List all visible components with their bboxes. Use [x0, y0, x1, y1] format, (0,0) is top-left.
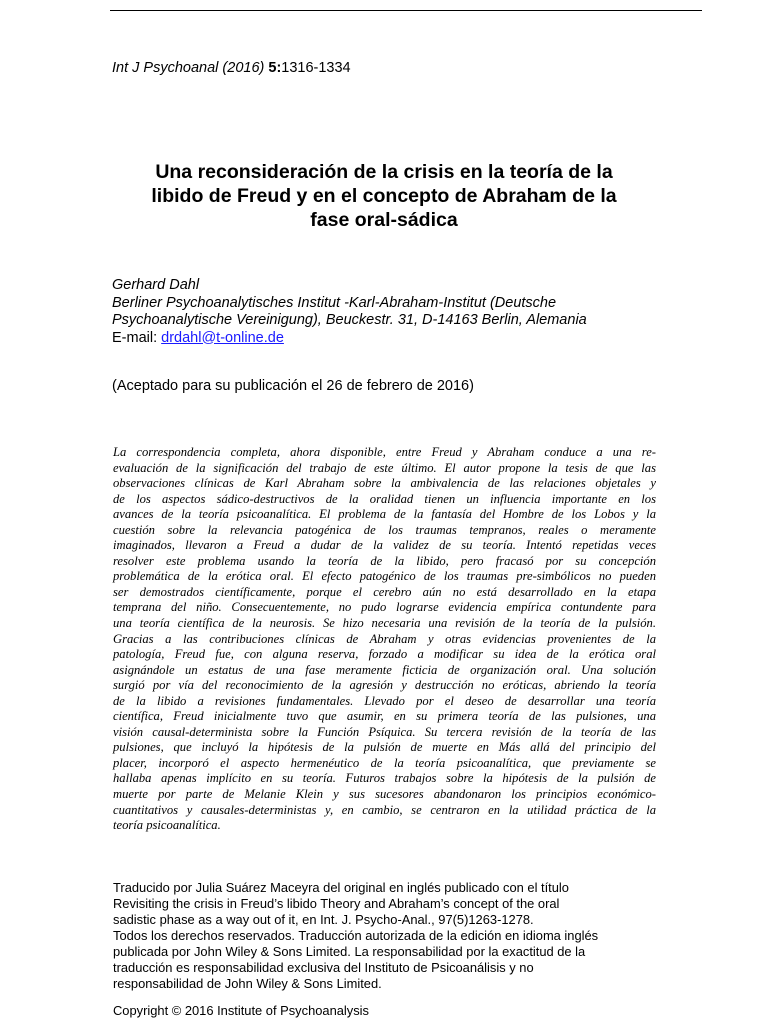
abstract-line: imaginados, llevaron a Freud a dudar de la validez de su teoría. Intentó repetidas veces — [113, 538, 656, 553]
abstract-line: hallaba apenas implícito en su teoría. Futuros trabajos sobre la hipótesis de la pulsión de — [113, 771, 656, 786]
translation-line: Todos los derechos reservados. Traducción autorizada de la edición en idioma inglés — [113, 928, 599, 943]
abstract-line: observaciones clínicas de Karl Abraham sobre la ambivalencia de las relaciones objetales y — [113, 476, 656, 491]
abstract-line: Gracias a las contribuciones clínicas de Abraham y otras evidencias provenientes de la — [113, 631, 656, 646]
translation-line: responsabilidad de John Wiley & Sons Limited. — [113, 976, 382, 991]
abstract-line: ser demostrados científicamente, porque el cerebro aún no está desarrollado en la etapa — [113, 584, 656, 599]
abstract-line: científica, Freud inicialmente tuvo que asumir, en su primera teoría de las pulsiones, una — [113, 709, 656, 724]
abstract-line: muerte por parte de Melanie Klein y sus sucesores abandonaron los principios económico- — [113, 787, 656, 802]
author-affiliation-line: Berliner Psychoanalytisches Institut -Karl-Abraham-Institut (Deutsche — [112, 294, 557, 311]
journal-name-year: Int J Psychoanal (2016) — [112, 60, 269, 76]
abstract-line: evaluación de la significación del trabajo de este último. El autor propone la tesis de que las — [113, 460, 656, 475]
email-link[interactable]: drdahl@t-online.de — [161, 329, 284, 346]
email-line — [112, 330, 587, 348]
translation-line: publicada por John Wiley & Sons Limited. La responsabilidad por la exactitud de la — [113, 944, 586, 959]
abstract-line: pulsiones, que incluyó la hipótesis de la pulsión de muerte en Más allá del principio del — [113, 740, 656, 755]
journal-pages: 1316-1334 — [281, 60, 351, 76]
abstract-line: avances de la teoría psicoanalítica. El problema de la fantasía del Hombre de los Lobos y la — [113, 507, 656, 522]
abstract-line: cuestión sobre la relevancia patogénica de los traumas tempranos, reales o meramente — [113, 522, 656, 537]
abstract-line: visión causal-determinista sobre la Función Psíquica. Su tercera revisión de la teoría de las — [113, 724, 656, 739]
abstract-line: temprana del niño. Consecuentemente, no pudo lograrse evidencia empírica contundente para — [113, 600, 656, 615]
abstract — [113, 445, 656, 834]
article-title — [100, 160, 668, 232]
translation-line: Revisiting the crisis in Freud’s libido Theory and Abraham’s concept of the oral — [113, 896, 560, 911]
author-affiliation-line: Psychoanalytische Vereinigung), Beuckestr. 31, D-14163 Berlin, Alemania — [112, 312, 587, 328]
copyright-notice: Copyright © 2016 Institute of Psychoanalysis — [113, 1003, 369, 1018]
header-rule — [110, 10, 702, 11]
translation-line: traducción es responsabilidad exclusiva del Instituto de Psicoanálisis y no — [113, 960, 534, 975]
abstract-line: una teoría científica de la neurosis. Se hizo necesaria una revisión de la teoría de la pulsión. — [113, 616, 656, 631]
abstract-line: resolver este problema usando la teoría de la libido, pero fracasó por su concepción — [113, 553, 656, 568]
email-label: E-mail: — [112, 329, 162, 346]
translation-line: sadistic phase as a way out of it, en Int. J. Psycho-Anal., 97(5)1263-1278. — [113, 912, 534, 927]
title-line: Una reconsideración de la crisis en la teoría de la — [155, 161, 613, 183]
translation-line: Traducido por Julia Suárez Maceyra del original en inglés publicado con el título — [113, 880, 569, 895]
title-line: libido de Freud y en el concepto de Abraham de la — [151, 185, 617, 207]
abstract-line: problemática de la erótica oral. El efecto patogénico de los traumas pre-simbólicos no pueden — [113, 569, 656, 584]
abstract-line: de la libido a revisiones fundamentales. Llevado por el deseo de desarrollar una teoría — [113, 693, 656, 708]
journal-volume: 5: — [268, 60, 282, 76]
abstract-line: teoría psicoanalítica. — [113, 818, 221, 833]
journal-citation — [112, 60, 351, 76]
author-name: Gerhard Dahl — [112, 277, 200, 293]
abstract-line: de los aspectos sádico-destructivos de la oralidad tienen un influencia importante en los — [113, 491, 656, 506]
abstract-line: asignándole un estatus de una fase meramente ficticia de organización oral. Una solución — [113, 662, 656, 677]
title-line: fase oral-sádica — [310, 209, 458, 231]
abstract-line: La correspondencia completa, ahora disponible, entre Freud y Abraham conduce a una re- — [113, 445, 656, 459]
abstract-line: surgió por vía del reconocimiento de la agresión y destrucción no eróticas, abriendo la teoría — [113, 678, 656, 693]
abstract-line: placer, incorporó el aspecto hermenéutico de la teoría psicoanalítica, que previamente se — [113, 755, 656, 770]
acceptance-note: (Aceptado para su publicación el 26 de febrero de 2016) — [112, 378, 474, 394]
author-block — [112, 277, 587, 347]
abstract-line: patología, Freud fue, con alguna reserva, forzado a modificar su idea de la erótica oral — [113, 647, 656, 662]
abstract-line: cuantitativos y causales-deterministas y, en cambio, se centraron en la utilidad práctica de la — [113, 802, 656, 817]
translation-note — [113, 880, 598, 992]
